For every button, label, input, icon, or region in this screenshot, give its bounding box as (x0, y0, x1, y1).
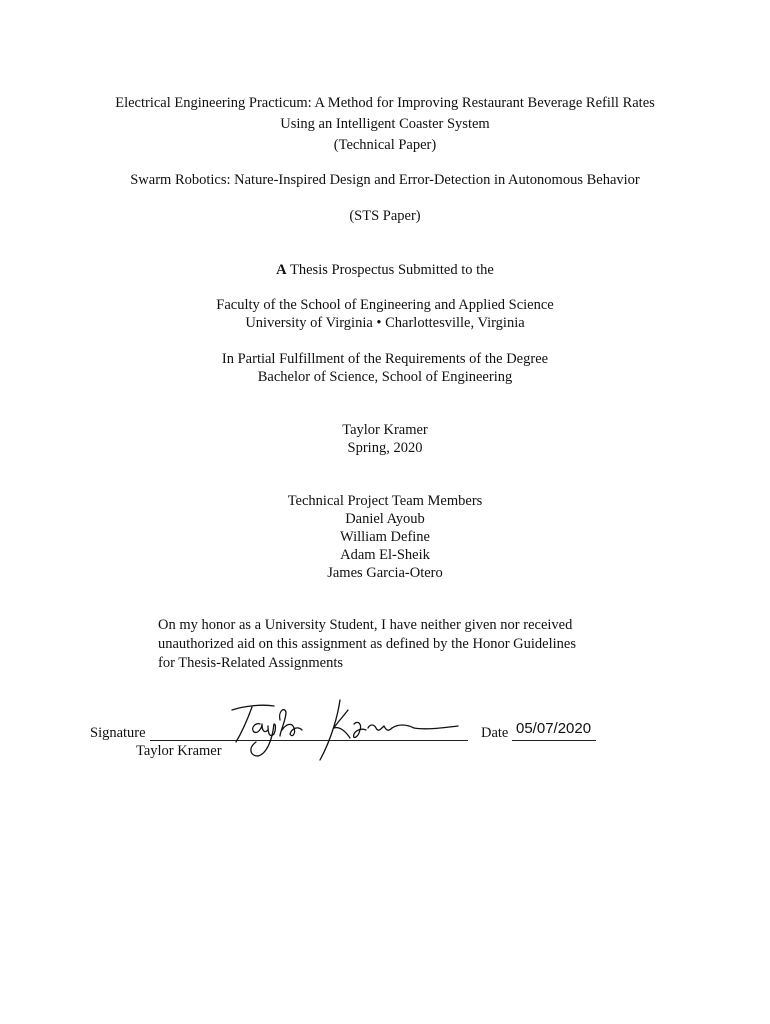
honor-pledge-line: On my honor as a University Student, I have neither given nor received (158, 617, 573, 633)
team-member: Adam El-Sheik (340, 547, 430, 563)
team-heading: Technical Project Team Members (287, 493, 483, 509)
honor-pledge-line: for Thesis-Related Assignments (158, 655, 343, 671)
submission-lead-bold: A (276, 262, 287, 278)
handwritten-signature (222, 694, 462, 764)
sts-paper-label: (STS Paper) (349, 208, 421, 224)
honor-pledge (158, 616, 638, 673)
technical-title-line-2: Using an Intelligent Coaster System (280, 116, 490, 132)
team-member: William Define (339, 529, 430, 545)
technical-title-line-1: Electrical Engineering Practicum: A Method for Improving Restaurant Beverage Refill Rates (115, 95, 655, 111)
fulfillment-line: In Partial Fulfillment of the Requirements of the Degree (221, 351, 549, 367)
author-term: Spring, 2020 (347, 440, 423, 456)
date-line (512, 740, 596, 741)
team-member: James Garcia-Otero (327, 565, 443, 581)
signature-label: Signature (90, 725, 146, 741)
author-name: Taylor Kramer (342, 422, 428, 438)
faculty-line: Faculty of the School of Engineering and Applied Science (216, 297, 554, 313)
team-member: Daniel Ayoub (345, 511, 425, 527)
signer-name: Taylor Kramer (136, 743, 222, 759)
submission-lead-rest: Thesis Prospectus Submitted to the (286, 262, 494, 278)
degree-line: Bachelor of Science, School of Engineering (257, 369, 513, 385)
sts-title: Swarm Robotics: Nature-Inspired Design and Error-Detection in Autonomous Behavior (130, 172, 640, 188)
date-label: Date (481, 725, 509, 741)
university-line: University of Virginia • Charlottesville, Virginia (245, 315, 525, 331)
honor-pledge-line: unauthorized aid on this assignment as defined by the Honor Guidelines (158, 636, 576, 652)
technical-paper-label: (Technical Paper) (333, 137, 437, 153)
submission-statement (0, 261, 770, 279)
date-value: 05/07/2020 (516, 720, 592, 737)
